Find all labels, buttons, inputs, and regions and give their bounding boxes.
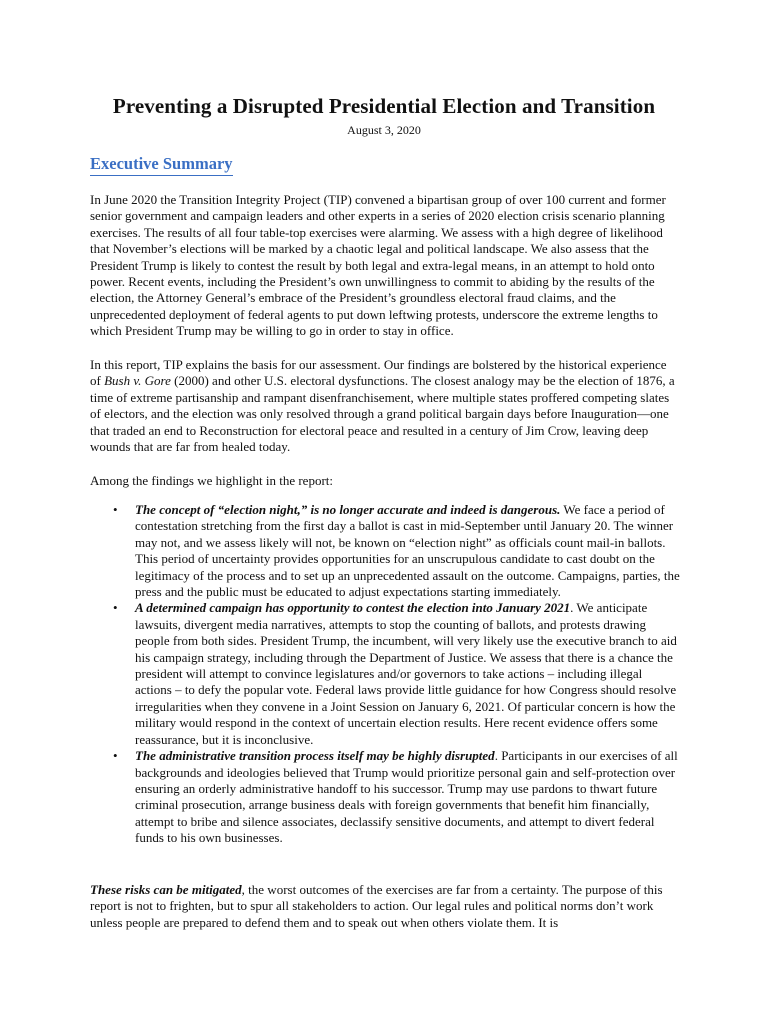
document-date: August 3, 2020 — [347, 123, 421, 137]
mitigation-lead: These risks can be mitigated — [90, 882, 242, 897]
bullet-text: We face a period of contestation stretching from the first day a ballot is cast in mid-September until January 20. The winner may not, and we assess likely will not, be known on “election night” as officials count mail-in ballots. This period of uncertainty provides opportunities for an unscrupulous candidate to cast doubt on the legitimacy of the process and to set up an unprecedented assault on the outcome. Campaigns, parties, the press and the public must be educated to adjust expectations starting immediately. — [135, 502, 680, 600]
list-item — [90, 748, 680, 846]
bullet-icon: • — [113, 600, 118, 616]
document-title: Preventing a Disrupted Presidential Election and Transition — [112, 94, 656, 118]
findings-list — [90, 502, 680, 847]
bullet-icon: • — [113, 748, 118, 764]
list-item — [90, 600, 680, 748]
paragraph-mitigation — [90, 882, 680, 931]
bullet-text: . We anticipate lawsuits, divergent media narratives, attempts to stop the counting of ballots, and protests drawing people from both sides. President Trump, the incumbent, will very likely use the executive branch to aid his campaign strategy, including through the Department of Justice. We assess that there is a chance the president will attempt to convince legislatures and/or governors to take actions – including illegal actions – to defy the popular vote. Federal laws provide little guidance for how Congress should resolve irregularities when they convene in a Joint Session on January 6, 2021. Of particular concern is how the military would respond in the context of uncertain election results. Here recent evidence offers some reassurance, but it is inconclusive. — [135, 600, 677, 747]
paragraph-intro: In June 2020 the Transition Integrity Project (TIP) convened a bipartisan group of over 100 current and former senior government and campaign leaders and other experts in a series of 2020 election crisis scenario planning exercises. The results of all four table-top exercises were alarming. We assess with a high degree of likelihood that November’s elections will be marked by a chaotic legal and political landscape. We also assess that the President Trump is likely to contest the result by both legal and extra-legal means, in an attempt to hold onto power. Recent events, including the President’s own unwillingness to commit to abiding by the results of the election, the Attorney General’s embrace of the President’s groundless electoral fraud claims, and the unprecedented deployment of federal agents to put down leftwing protests, underscore the extreme lengths to which President Trump may be willing to go in order to stay in office. — [90, 192, 666, 339]
paragraph-assessment-text-end: (2000) and other U.S. electoral dysfunctions. The closest analogy may be the election of 1876, a time of extreme partisanship and rampant disenfranchisement, where multiple states proffered competing slates of electors, and the election was only resolved through a grand political bargain days before Inauguration—one that traded an end to Reconstruction for electoral peace and resulted in a century of Jim Crow, leaving deep wounds that are far from healed today. — [90, 373, 675, 455]
paragraph-findings-intro: Among the findings we highlight in the report: — [90, 473, 333, 488]
list-item — [90, 502, 680, 600]
bullet-icon: • — [113, 502, 118, 517]
bullet-text: . Participants in our exercises of all backgrounds and ideologies believed that Trump would prioritize personal gain and self-protection over ensuring an orderly administrative handoff to his successor. Trump may use pardons to thwart future criminal prosecution, arrange business deals with foreign governments that benefit him financially, attempt to bribe and silence associates, declassify sensitive documents, and attempt to divert federal funds to his own businesses. — [135, 748, 678, 846]
mitigation-text: , the worst outcomes of the exercises are far from a certainty. The purpose of this report is not to frighten, but to spur all stakeholders to action. Our legal rules and political norms don’t work unless people are prepared to defend them and to speak out when others violate them. It is — [90, 882, 663, 930]
case-name-italic: Bush v. Gore — [104, 373, 171, 389]
paragraph-assessment — [90, 357, 680, 455]
paragraph-assessment-text-start: In this report, TIP explains the basis for our assessment. Our findings are bolstered by the historical experience of — [90, 357, 667, 389]
section-heading-executive-summary: Executive Summary — [90, 153, 233, 176]
bullet-lead: The concept of “election night,” is no longer accurate and indeed is dangerous. — [135, 502, 561, 517]
bullet-lead: A determined campaign has opportunity to contest the election into January 2021 — [135, 600, 571, 616]
bullet-lead: The administrative transition process itself may be highly disrupted — [135, 748, 495, 764]
